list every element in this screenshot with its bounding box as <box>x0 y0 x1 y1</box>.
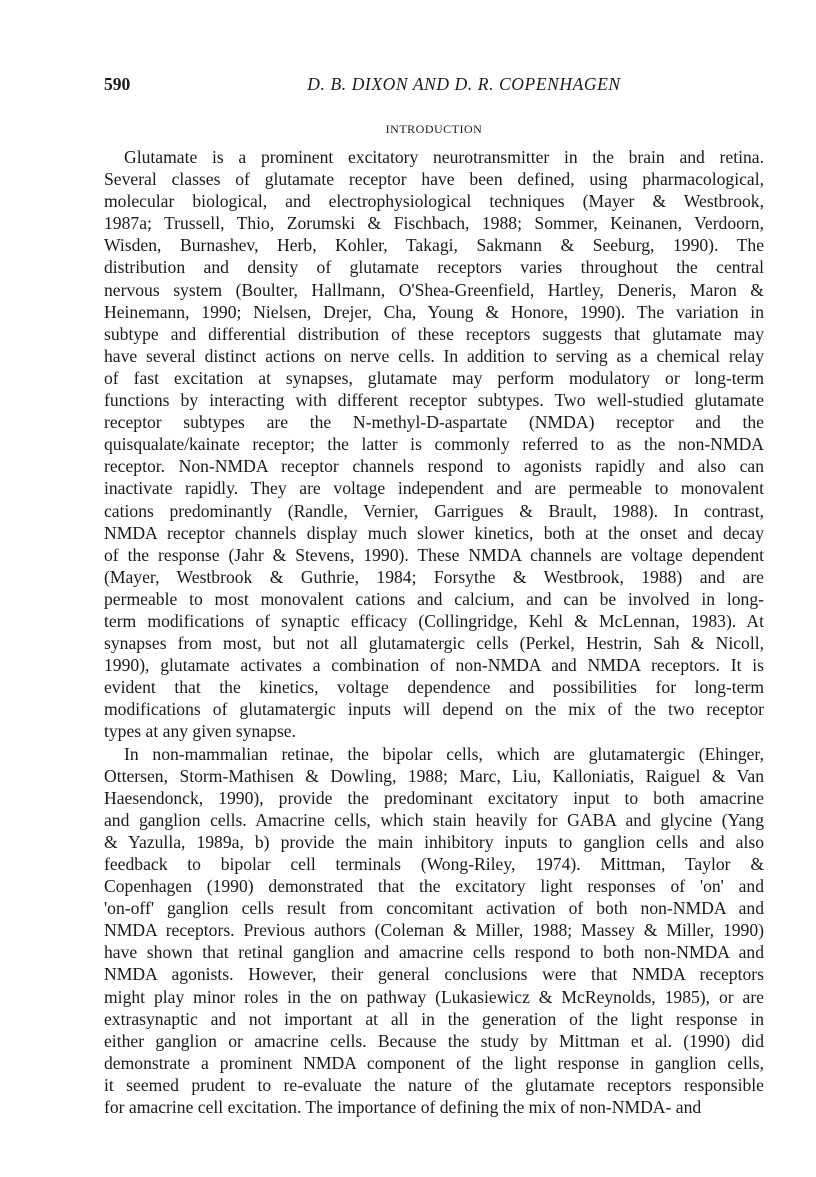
text-line: Wisden, Burnashev, Herb, Kohler, Takagi, Sakmann & Seeburg, 1990). The <box>104 235 764 256</box>
text-line: 'on-off' ganglion cells result from concomitant activation of both non-NMDA and <box>104 898 764 919</box>
text-line: functions by interacting with different receptor subtypes. Two well-studied glutamate <box>104 390 764 411</box>
text-line: Heinemann, 1990; Nielsen, Drejer, Cha, Young & Honore, 1990). The variation in <box>104 301 764 322</box>
text-line: Haesendonck, 1990), provide the predominant excitatory input to both amacrine <box>104 787 764 808</box>
text-line: NMDA receptors. Previous authors (Coleman & Miller, 1988; Massey & Miller, 1990) <box>104 920 764 941</box>
text-line: distribution and density of glutamate receptors varies throughout the central <box>104 257 764 278</box>
text-line: it seemed prudent to re-evaluate the nature of the glutamate receptors responsible <box>104 1074 764 1095</box>
text-line: modifications of glutamatergic inputs will depend on the mix of the two receptor <box>104 699 764 720</box>
text-line: of fast excitation at synapses, glutamate may perform modulatory or long-term <box>104 367 764 388</box>
section-heading: INTRODUCTION <box>385 122 483 136</box>
text-line: receptor subtypes are the N-methyl-D-aspartate (NMDA) receptor and the <box>104 412 764 433</box>
text-line: either ganglion or amacrine cells. Because the study by Mittman et al. (1990) did <box>104 1030 764 1051</box>
text-line: Several classes of glutamate receptor have been defined, using pharmacological, <box>104 169 764 190</box>
text-line: evident that the kinetics, voltage dependence and possibilities for long-term <box>104 677 764 698</box>
body-text <box>104 146 764 1118</box>
text-line: Glutamate is a prominent excitatory neurotransmitter in the brain and retina. <box>124 147 764 167</box>
text-line: for amacrine cell excitation. The importance of defining the mix of non-NMDA- and <box>104 1097 702 1118</box>
text-line: term modifications of synaptic efficacy (Collingridge, Kehl & McLennan, 1983). At <box>104 610 764 631</box>
text-line: synapses from most, but not all glutamatergic cells (Perkel, Hestrin, Sah & Nicoll, <box>104 633 764 654</box>
text-line: might play minor roles in the on pathway (Lukasiewicz & McReynolds, 1985), or are <box>104 986 764 1007</box>
text-line: molecular biological, and electrophysiological techniques (Mayer & Westbrook, <box>104 191 764 212</box>
text-line: demonstrate a prominent NMDA component of the light response in ganglion cells, <box>104 1052 764 1073</box>
text-line: Copenhagen (1990) demonstrated that the excitatory light responses of 'on' and <box>104 876 764 897</box>
text-line: Ottersen, Storm-Mathisen & Dowling, 1988; Marc, Liu, Kalloniatis, Raiguel & Van <box>104 765 764 786</box>
text-line: subtype and differential distribution of these receptors suggests that glutamate may <box>104 323 764 344</box>
text-line: and ganglion cells. Amacrine cells, which stain heavily for GABA and glycine (Yang <box>104 809 764 830</box>
page-header <box>104 73 764 97</box>
text-line: have several distinct actions on nerve cells. In addition to serving as a chemical relay <box>104 345 764 366</box>
text-line: nervous system (Boulter, Hallmann, O'Shea-Greenfield, Hartley, Deneris, Maron & <box>104 279 764 300</box>
text-line: 1990), glutamate activates a combination of non-NMDA and NMDA receptors. It is <box>104 655 764 676</box>
text-line: 1987a; Trussell, Thio, Zorumski & Fischbach, 1988; Sommer, Keinanen, Verdoorn, <box>104 213 764 234</box>
text-line: extrasynaptic and not important at all in the generation of the light response in <box>104 1008 764 1029</box>
text-line: NMDA agonists. However, their general conclusions were that NMDA receptors <box>104 964 764 985</box>
text-line: NMDA receptor channels display much slower kinetics, both at the onset and decay <box>104 522 764 543</box>
running-head-authors: D. B. DIXON AND D. R. COPENHAGEN <box>307 74 621 94</box>
page-number: 590 <box>104 74 131 94</box>
text-line: quisqualate/kainate receptor; the latter is commonly referred to as the non-NMDA <box>104 434 764 455</box>
text-line: receptor. Non-NMDA receptor channels respond to agonists rapidly and also can <box>104 456 764 477</box>
paragraph <box>104 146 764 743</box>
paragraph <box>104 743 764 1119</box>
text-line: cations predominantly (Randle, Vernier, Garrigues & Brault, 1988). In contrast, <box>104 500 764 521</box>
text-line: permeable to most monovalent cations and calcium, and can be involved in long- <box>104 588 764 609</box>
text-line: have shown that retinal ganglion and amacrine cells respond to both non-NMDA and <box>104 942 764 963</box>
text-line: In non-mammalian retinae, the bipolar cells, which are glutamatergic (Ehinger, <box>124 743 764 764</box>
text-line: & Yazulla, 1989a, b) provide the main inhibitory inputs to ganglion cells and also <box>104 831 764 852</box>
text-line: types at any given synapse. <box>104 721 297 742</box>
text-line: (Mayer, Westbrook & Guthrie, 1984; Forsythe & Westbrook, 1988) and are <box>104 566 764 587</box>
text-line: feedback to bipolar cell terminals (Wong-Riley, 1974). Mittman, Taylor & <box>104 854 764 874</box>
text-line: of the response (Jahr & Stevens, 1990). These NMDA channels are voltage dependent <box>104 544 764 565</box>
text-line: inactivate rapidly. They are voltage independent and are permeable to monovalent <box>104 478 764 499</box>
